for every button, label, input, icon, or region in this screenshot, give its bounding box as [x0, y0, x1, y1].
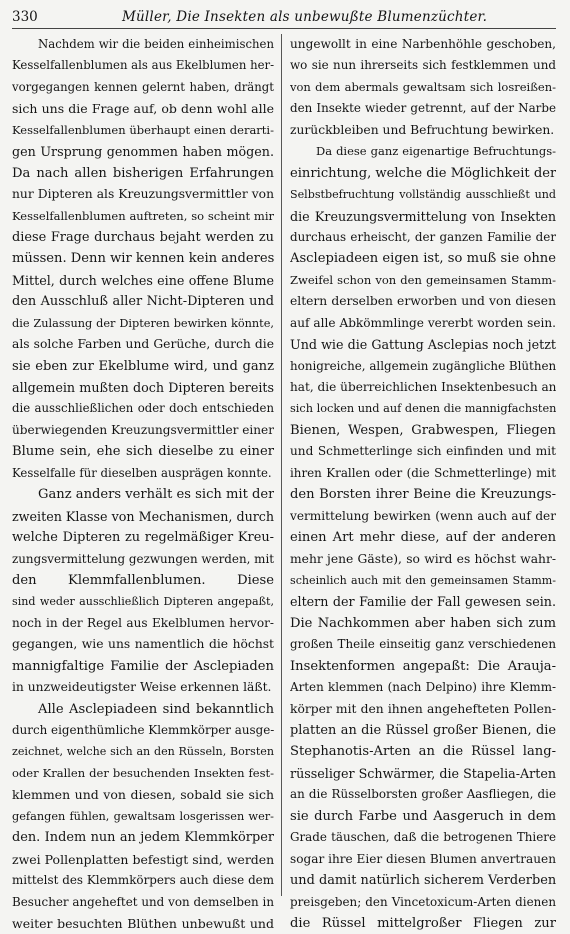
text-line: Kesselfallenblumen überhaupt einen derarti-	[12, 122, 274, 137]
text-line: Und wie die Gattung Asclepias noch jetzt	[290, 337, 556, 353]
text-line: die ausschließlichen oder doch entschieden	[12, 401, 274, 416]
text-line: Stephanotis-Arten an die Rüssel lang-	[290, 744, 556, 760]
text-line: Kesselfalle für dieselben ausprägen konnte.	[12, 465, 272, 480]
text-line: scheinlich auch mit den gemeinsamen Stamm-	[290, 573, 556, 587]
text-line: an die Rüsselborsten großer Aasfliegen, die	[290, 787, 556, 802]
text-line: Asclepiadeen eigen ist, so muß sie ohne	[290, 251, 556, 267]
page-header	[12, 6, 556, 29]
text-line: mittelst des Klemmkörpers auch diese dem	[12, 873, 274, 888]
running-head: Müller, Die Insekten als unbewußte Blumenzüchter.	[122, 9, 488, 25]
text-line: honigreiche, allgemein zugängliche Blüthen	[290, 358, 556, 373]
text-line: eltern derselben erworben und von diesen	[290, 294, 556, 309]
text-line: gefangen fühlen, gewaltsam losgerissen wer-	[12, 809, 274, 823]
text-line: ihren Krallen oder (die Schmetterlinge) mit	[290, 465, 556, 480]
text-line: zurückbleiben und Befruchtung bewirken.	[290, 122, 555, 137]
text-line: vorgegangen kennen gelernt haben, drängt	[12, 79, 274, 94]
text-line: durchaus erheischt, der ganzen Familie der	[290, 229, 556, 244]
text-line: und Schmetterlinge sich einfinden und mit	[290, 444, 556, 459]
text-line: mannigfaltige Familie der Asclepiaden	[12, 658, 274, 674]
text-line: sie durch Farbe und Aasgeruch in dem	[290, 808, 556, 824]
text-line: Selbstbefruchtung vollständig ausschließt und	[290, 188, 556, 202]
text-line: sie eben zur Ekelblume wird, und ganz	[12, 358, 274, 374]
text-line: sogar ihre Eier diesen Blumen anvertrauen	[290, 851, 556, 866]
text-line: Kesselfallenblumen als aus Ekelblumen her-	[12, 58, 274, 73]
text-line: und damit natürlich sicherem Verderben	[290, 873, 556, 889]
text-line: die Kreuzungsvermittelung von Insekten	[290, 208, 556, 224]
text-line: Bienen, Wespen, Grabwespen, Fliegen	[290, 422, 556, 438]
text-line: den Borsten ihrer Beine die Kreuzungs-	[290, 487, 556, 503]
text-line: einrichtung, welche die Möglichkeit der	[290, 165, 556, 181]
text-line: die Zulassung der Dipteren bewirken könnte,	[12, 316, 274, 330]
text-line: den Klemmfallenblumen. Diese	[12, 572, 274, 588]
text-line: den Ausschluß aller Nicht-Dipteren und	[12, 294, 274, 310]
text-line: weiter besuchten Blüthen unbewußt und	[12, 915, 274, 931]
text-line: körper mit den ihnen angehefteten Pollen-	[290, 701, 556, 716]
text-line: wo sie nun ihrerseits sich festklemmen und	[290, 58, 556, 73]
text-line: müssen. Denn wir kennen kein anderes	[12, 251, 274, 267]
text-line: Mittel, durch welches eine offene Blume	[12, 272, 274, 288]
text-line: noch in der Regel aus Ekelblumen hervor-	[12, 615, 274, 630]
text-line: großen Theile einseitig ganz verschiedenen	[290, 637, 556, 652]
text-line: zwei Pollenplatten befestigt sind, werden	[12, 851, 274, 867]
text-line: platten an die Rüssel großer Bienen, die	[290, 723, 556, 738]
text-line: Alle Asclepiadeen sind bekanntlich	[38, 701, 274, 717]
text-line: eltern der Familie der Fall gewesen sein.	[290, 594, 556, 610]
text-line: Nachdem wir die beiden einheimischen	[38, 37, 274, 51]
text-line: Zweifel schon von den gemeinsamen Stamm-	[290, 272, 556, 287]
text-line: in unzweideutigster Weise erkennen läßt.	[12, 680, 272, 695]
text-line: mehr jene Gäste), so wird es höchst wahr-	[290, 551, 556, 566]
text-line: zeichnet, welche sich an den Rüsseln, Borsten	[12, 745, 274, 759]
text-line: Die Nachkommen aber haben sich zum	[290, 615, 556, 631]
text-line: sich uns die Frage auf, ob denn wohl alle	[12, 101, 274, 117]
text-line: welche Dipteren zu regelmäßiger Kreu-	[12, 530, 274, 546]
text-line: zungsvermittelung gezwungen werden, mit	[12, 551, 274, 566]
text-line: Besucher angeheftet und von demselben in	[12, 894, 274, 909]
text-line: preisgeben; den Vincetoxicum-Arten dienen	[290, 894, 556, 909]
text-line: hat, die überreichlichen Insektenbesuch an	[290, 380, 556, 394]
text-line: nur Dipteren als Kreuzungsvermittler von	[12, 187, 274, 202]
text-line: Da nach allen bisherigen Erfahrungen	[12, 165, 274, 181]
text-line: den Insekte wieder getrennt, auf der Narbe	[290, 101, 556, 116]
left-text-column	[12, 34, 274, 934]
text-line: zweiten Klasse von Mechanismen, durch	[12, 508, 274, 524]
text-line: als solche Farben und Gerüche, durch die	[12, 337, 274, 352]
text-line: gegangen, wie uns namentlich die höchst	[12, 637, 274, 652]
text-line: einen Art mehr diese, auf der anderen	[290, 530, 556, 546]
text-line: diese Frage durchaus bejaht werden zu	[12, 229, 274, 245]
text-line: von dem abermals gewaltsam sich losreißen-	[290, 79, 556, 94]
text-line: vermittelung bewirken (wenn auch auf der	[290, 508, 556, 523]
text-line: sind weder ausschließlich Dipteren angepaßt,	[12, 595, 274, 609]
text-line: oder Krallen der besuchenden Insekten fest-	[12, 765, 274, 780]
text-line: die Rüssel mittelgroßer Fliegen zur	[290, 915, 556, 931]
text-line: Da diese ganz eigenartige Befruchtungs-	[316, 144, 556, 159]
text-line: überwiegenden Kreuzungsvermittler einer	[12, 422, 274, 437]
text-line: sich locken und auf denen die mannigfachsten	[290, 402, 556, 416]
text-line: allgemein mußten doch Dipteren bereits	[12, 380, 274, 395]
text-line: gen Ursprung genommen haben mögen.	[12, 144, 274, 160]
text-line: klemmen und von diesen, sobald sie sich	[12, 787, 274, 803]
text-line: Arten klemmen (nach Delpino) ihre Klemm-	[290, 680, 556, 695]
text-line: Insektenformen angepaßt: Die Araujа-	[290, 658, 556, 674]
text-line: Blume sein, ehe sich dieselbe zu einer	[12, 444, 274, 460]
right-text-column	[290, 34, 556, 934]
text-line: den. Indem nun an jedem Klemmkörper	[12, 830, 274, 846]
text-line: Ganz anders verhält es sich mit der	[38, 487, 274, 503]
column-divider	[281, 34, 282, 896]
text-line: rüsseliger Schwärmer, die Stapelia-Arten	[290, 765, 556, 781]
text-line: durch eigenthümliche Klemmkörper ausge-	[12, 723, 274, 737]
text-line: Grade täuschen, daß die betrogenen Thiere	[290, 830, 556, 845]
text-line: auf alle Abkömmlinge vererbt worden sein.	[290, 315, 556, 330]
text-line: ungewollt in eine Narbenhöhle geschoben,	[290, 37, 556, 51]
page-number: 330	[12, 9, 38, 25]
text-line: Kesselfallenblumen auftreten, so scheint mir	[12, 208, 274, 223]
